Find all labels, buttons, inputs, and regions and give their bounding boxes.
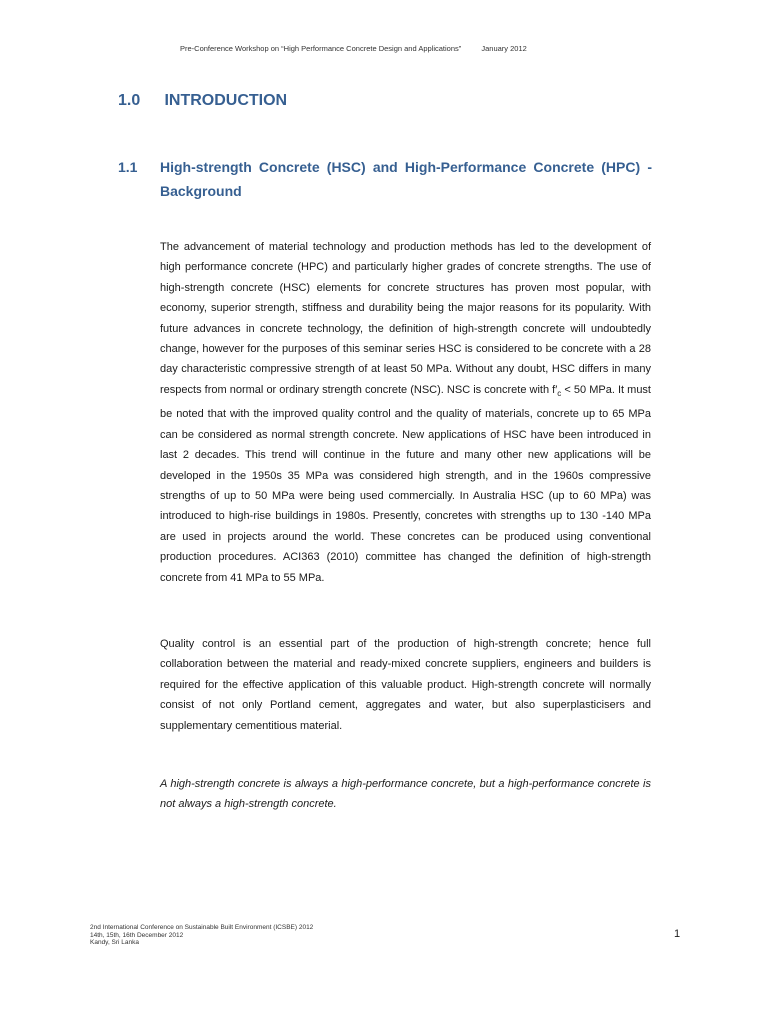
section-heading — [118, 92, 287, 110]
paragraph-text: < 50 MPa. It must be noted that with the improved quality control and the quality of materials, concrete up to 65 MPa can be considered as normal strength concrete. New applications of HSC have been introduced in last 2 decades. This trend will continue in the future and many other new applications will be developed in the 1950s 35 MPa was considered high strength, and in the 1960s compressive strengths of up to 50 MPa were being used commercially. In Australia HSC (up to 60 MPa) was introduced to high-rise buildings in 1980s. Presently, concretes with strengths up to 130 -140 MPa are used in projects around the world. These concretes can be produced using conventional production procedures. ACI363 (2010) committee has changed the definition of high-strength concrete from 41 MPa to 55 MPa. — [160, 383, 651, 584]
header-workshop-title: Pre-Conference Workshop on “High Performance Concrete Design and Applications” — [180, 44, 462, 53]
paragraph-italic-quote: A high-strength concrete is always a high-performance concrete, but a high-performance concrete is not always a high-strength concrete. — [160, 778, 651, 811]
footer-line: 14th, 15th, 16th December 2012 — [90, 931, 184, 939]
subsection-title: High-strength Concrete (HSC) and High-Performance Concrete (HPC) - Background — [160, 159, 652, 199]
footer-conference-info — [90, 924, 313, 947]
fc-symbol: f′ — [552, 383, 558, 396]
subsection-number: 1.1 — [118, 159, 138, 175]
fc-subscript: c — [557, 389, 562, 399]
running-header — [180, 44, 527, 53]
paragraph-text: The advancement of material technology and production methods has led to the development of high performance concrete (HPC) and particularly higher grades of concrete strengths. The use of high-strength concrete (HSC) elements for concrete structures has proven most popular, with economy, superior strength, stiffness and durability being the major reasons for its popularity. With future advances in concrete technology, the definition of high-strength concrete will undoubtedly change, however for the purposes of this seminar series HSC is considered to be concrete with a 28 day characteristic compressive strength of at least 50 MPa. Without any doubt, HSC differs in many respects from normal or ordinary strength concrete (NSC). NSC is concrete with — [160, 241, 651, 396]
paragraph-background — [160, 237, 651, 588]
footer-line: 2nd International Conference on Sustainable Built Environment (ICSBE) 2012 — [90, 924, 314, 931]
section-title: INTRODUCTION — [164, 92, 288, 109]
subsection-heading — [118, 155, 652, 203]
section-number: 1.0 — [118, 92, 141, 109]
page-number: 1 — [674, 928, 681, 940]
header-date: January 2012 — [481, 44, 527, 53]
footer-line: Kandy, Sri Lanka — [90, 939, 140, 946]
paragraph-quality-control: Quality control is an essential part of the production of high-strength concrete; hence full collaboration between the material and ready-mixed concrete suppliers, engineers and builders is required for the effective application of this valuable product. High-strength concrete will normally consist of not only Portland cement, aggregates and water, but also superplasticisers and supplementary cementitious material. — [160, 638, 651, 732]
